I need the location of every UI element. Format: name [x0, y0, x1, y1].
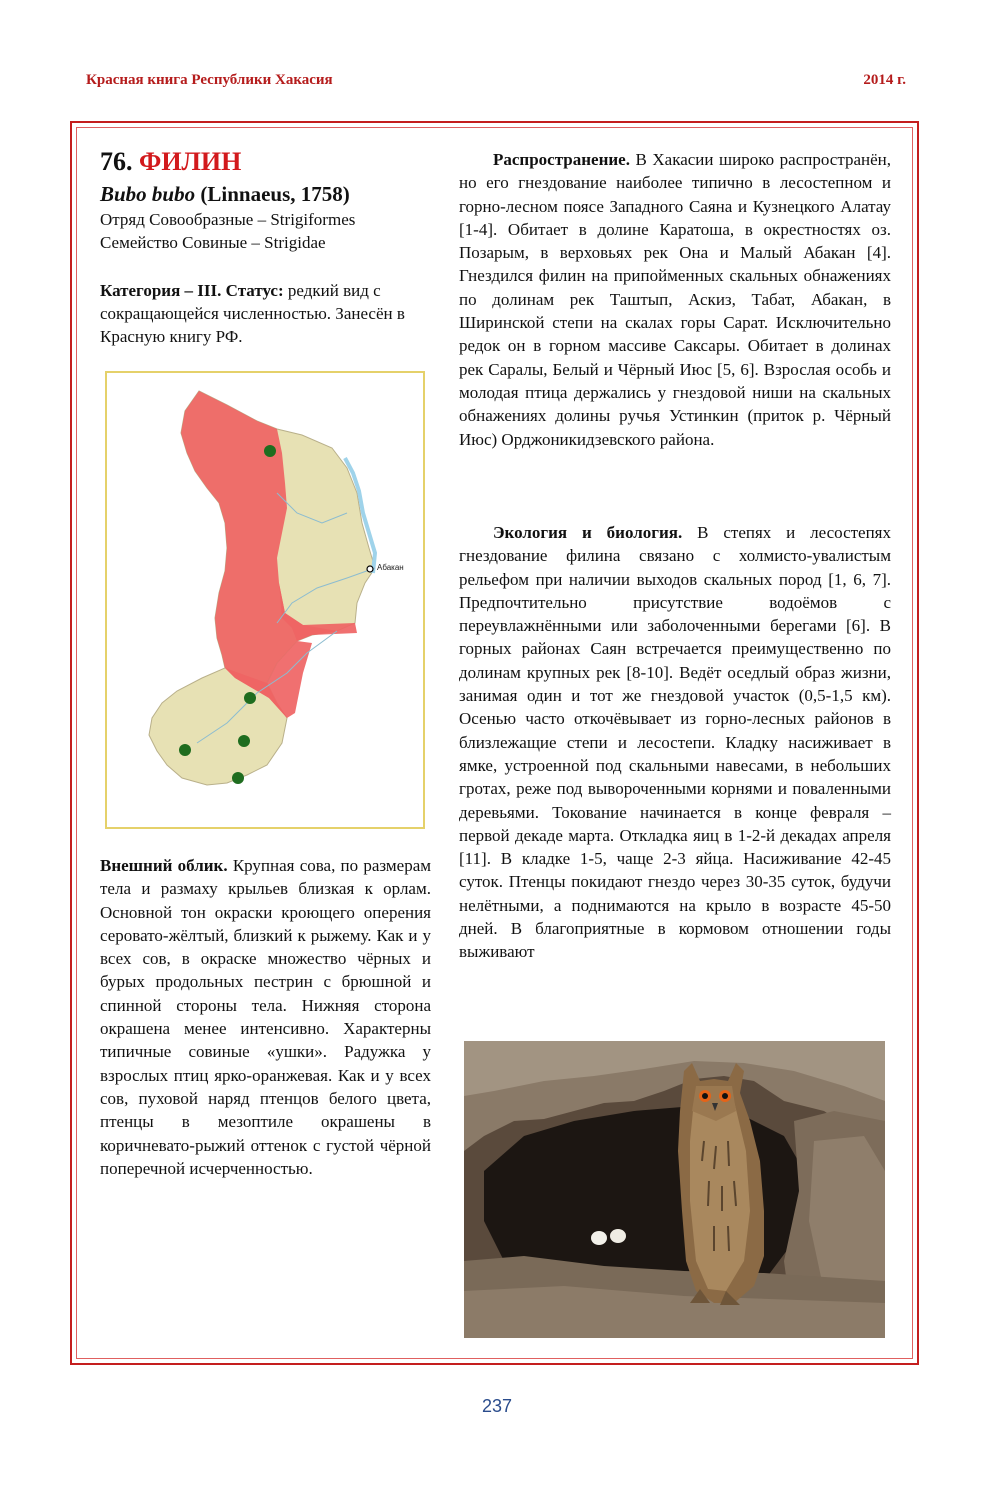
map-city-marker	[367, 566, 373, 572]
species-number: 76.	[100, 147, 133, 176]
map-point	[179, 744, 191, 756]
running-header	[86, 72, 906, 96]
section-distribution	[459, 148, 891, 451]
book-title: Красная книга Республики Хакасия	[86, 72, 333, 88]
appearance-heading: Внешний облик.	[100, 856, 228, 875]
ecology-text: В степях и лесостепях гнездование филина связано с холмисто-увалистым рельефом при наличии выходов скальных пород [1, 6, 7]. Предпочтительно присутствие водоёмов с переувлажнёнными или заболоченными берегами [6]. В горных районах Саян встречается преимущественно по долинам крупных рек [8-10]. Ведёт оседлый образ жизни, занимая один и тот же гнездовой участок (0,5-1,5 км). Осенью часто откочёвывает из горно-лесных районов в близлежащие степи и лесостепи. Кладку насиживает в ямке, устроенной под скальными навесами, в небольших гротах, реже под вывороченными корнями и поваленными деревьями. Токование начинается в конце февраля – первой декаде марта. Откладка яиц в 1-2-й декадах апреля [11]. В кладке 1-5, чаще 2-3 яйца. Насиживание 42-45 суток. Птенцы покидают гнездо через 30-35 суток, будучи нелётными, а поднимаются на крыло в возрасте 45-50 дней. В благоприятные в кормовом отношении годы выживают	[459, 523, 892, 962]
owl-photo	[464, 1041, 885, 1338]
species-title-block	[100, 146, 430, 254]
map-point	[244, 692, 256, 704]
category-label: Категория – III.	[100, 281, 222, 300]
species-name: ФИЛИН	[139, 147, 242, 176]
page-number: 237	[481, 1396, 513, 1416]
section-appearance	[100, 854, 431, 1180]
species-order: Отряд Совообразные – Strigiformes	[100, 210, 356, 229]
latin-author: (Linnaeus, 1758)	[200, 182, 350, 206]
distribution-paragraph	[459, 148, 891, 451]
map-point	[232, 772, 244, 784]
latin-binomial: Bubo bubo	[100, 182, 196, 206]
conservation-status	[100, 279, 430, 348]
map-point	[264, 445, 276, 457]
species-title	[100, 146, 430, 178]
distribution-map	[105, 371, 425, 829]
owl-photo-graphic	[464, 1041, 885, 1338]
map-city-label: Абакан	[377, 563, 404, 572]
section-ecology	[459, 521, 891, 964]
map-graphic	[107, 373, 423, 827]
appearance-text: Крупная сова, по размерам тела и размаху крыльев близкая к орлам. Основной тон окраски кроющего оперения серовато-жёлтый, близкий к рыжему. Как и у всех сов, в окраске множество чёрных и бурых продольных пестрин с брюшной и спинной стороны тела. Нижняя сторона окрашена менее интенсивно. Характерны типичные совиные «ушки». Радужка у взрослых птиц ярко-оранжевая. Как и у всех сов, пуховой наряд птенцов белого цвета, птенцы в мезоптиле окрашены в коричневато-рыжий оттенок с густой чёрной поперечной исчерченностью.	[100, 856, 432, 1178]
ecology-heading: Экология и биология.	[493, 523, 683, 542]
distribution-heading: Распространение.	[493, 150, 630, 169]
distribution-text: В Хакасии широко распространён, но его гнездование наиболее типично в лесостепном и горно-лесном поясе Западного Саяна и Кузнецкого Алатау [1-4]. Обитает в долине Каратоша, в окрестностях оз. Позарым, в верховьях рек Она и Малый Абакан [4]. Гнездился филин на припойменных скальных обнажениях по долинам рек Таштып, Аскиз, Табат, Абакан, в Ширинской степи на скалах горы Сарат. Исключительно редок он в горном массиве Саксары. Обитает в долинах рек Саралы, Белый и Чёрный Июс [5, 6]. Взрослая особь и молодая птица держались у гнездовой ниши на скальных обнажениях долины ручья Устинкин (приток р. Чёрный Июс) Орджоникидзевского района.	[459, 150, 891, 449]
ecology-paragraph	[459, 521, 891, 964]
status-text: редкий вид с сокращающейся численностью. Занесён в Красную книгу РФ.	[100, 281, 405, 346]
species-family: Семейство Совиные – Strigidae	[100, 233, 326, 252]
map-point	[238, 735, 250, 747]
status-label: Статус:	[225, 281, 284, 300]
appearance-paragraph	[100, 854, 431, 1180]
book-year: 2014 г.	[863, 72, 906, 88]
species-latin-name	[100, 180, 430, 208]
